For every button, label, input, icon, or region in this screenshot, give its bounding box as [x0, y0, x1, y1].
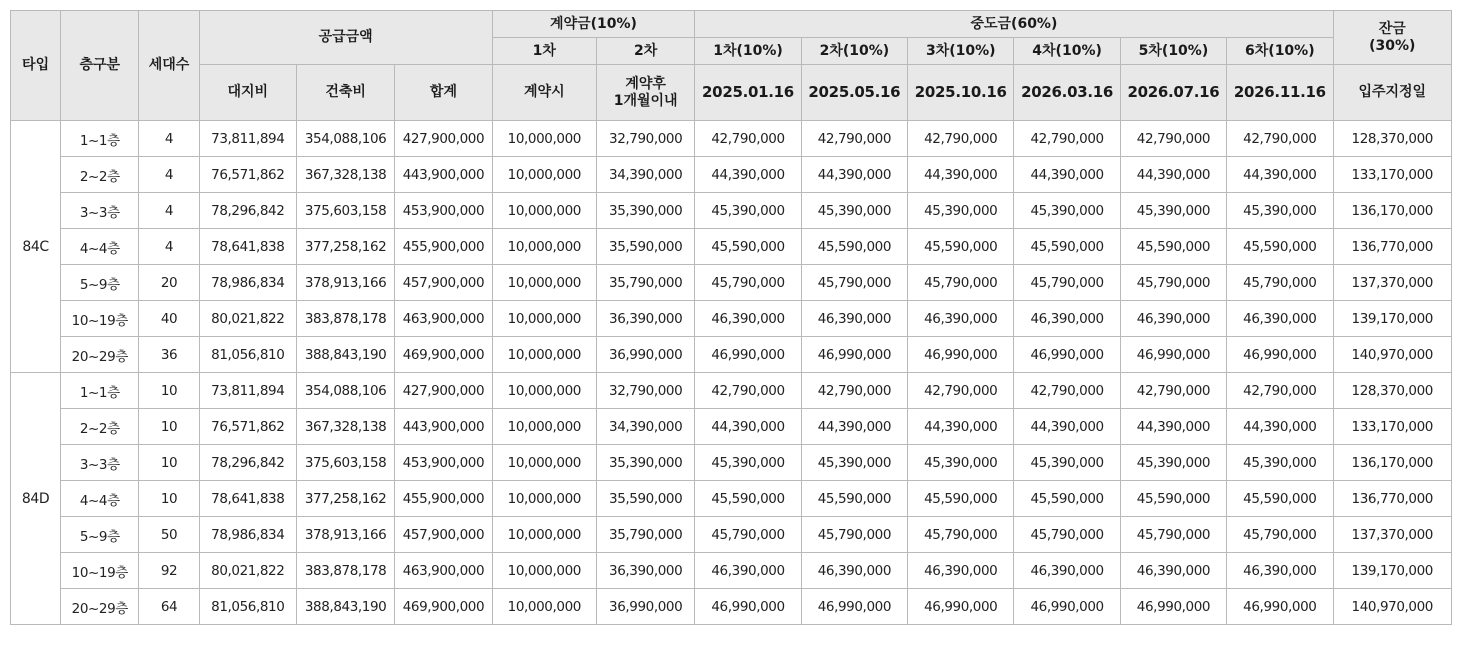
middle-1-cell: 46,390,000	[695, 301, 801, 337]
contract-2-cell: 36,390,000	[596, 301, 694, 337]
middle-2-cell: 44,390,000	[801, 409, 907, 445]
floor-cell: 5~9층	[61, 265, 139, 301]
units-cell: 10	[139, 445, 199, 481]
units-cell: 4	[139, 121, 199, 157]
land-cost-cell: 76,571,862	[199, 409, 296, 445]
middle-3-cell: 44,390,000	[908, 409, 1014, 445]
land-cost-cell: 78,296,842	[199, 193, 296, 229]
total-cell: 455,900,000	[395, 229, 492, 265]
middle-6-cell: 44,390,000	[1227, 157, 1333, 193]
floor-cell: 1~1층	[61, 373, 139, 409]
units-cell: 4	[139, 193, 199, 229]
balance-cell: 136,770,000	[1333, 229, 1451, 265]
header-middle-label-5: 5차(10%)	[1120, 38, 1226, 65]
header-type: 타입	[11, 11, 61, 121]
contract-2-cell: 36,990,000	[596, 589, 694, 625]
header-middle-label-1: 1차(10%)	[695, 38, 801, 65]
middle-5-cell: 46,990,000	[1120, 589, 1226, 625]
contract-1-cell: 10,000,000	[492, 157, 596, 193]
contract-2-cell: 36,990,000	[596, 337, 694, 373]
middle-2-cell: 45,390,000	[801, 445, 907, 481]
floor-cell: 20~29층	[61, 337, 139, 373]
header-contract-deposit: 계약금(10%)	[492, 11, 695, 38]
land-cost-cell: 80,021,822	[199, 553, 296, 589]
middle-2-cell: 42,790,000	[801, 373, 907, 409]
middle-6-cell: 46,390,000	[1227, 301, 1333, 337]
contract-2-cell: 35,590,000	[596, 481, 694, 517]
floor-cell: 4~4층	[61, 481, 139, 517]
middle-5-cell: 46,390,000	[1120, 301, 1226, 337]
middle-5-cell: 44,390,000	[1120, 157, 1226, 193]
middle-6-cell: 42,790,000	[1227, 373, 1333, 409]
building-cost-cell: 354,088,106	[296, 121, 394, 157]
middle-4-cell: 45,390,000	[1014, 193, 1120, 229]
land-cost-cell: 80,021,822	[199, 301, 296, 337]
total-cell: 455,900,000	[395, 481, 492, 517]
total-cell: 427,900,000	[395, 121, 492, 157]
middle-5-cell: 45,590,000	[1120, 481, 1226, 517]
middle-2-cell: 45,790,000	[801, 517, 907, 553]
units-cell: 92	[139, 553, 199, 589]
middle-6-cell: 45,390,000	[1227, 445, 1333, 481]
building-cost-cell: 378,913,166	[296, 265, 394, 301]
balance-cell: 136,170,000	[1333, 445, 1451, 481]
middle-6-cell: 44,390,000	[1227, 409, 1333, 445]
header-total: 합계	[395, 65, 492, 121]
building-cost-cell: 375,603,158	[296, 445, 394, 481]
contract-1-cell: 10,000,000	[492, 229, 596, 265]
header-supply-amount: 공급금액	[199, 11, 492, 65]
middle-1-cell: 45,390,000	[695, 445, 801, 481]
middle-4-cell: 44,390,000	[1014, 157, 1120, 193]
middle-5-cell: 46,990,000	[1120, 337, 1226, 373]
middle-3-cell: 45,790,000	[908, 265, 1014, 301]
header-middle-date-2: 2025.05.16	[801, 65, 907, 121]
middle-6-cell: 45,790,000	[1227, 265, 1333, 301]
building-cost-cell: 375,603,158	[296, 193, 394, 229]
middle-6-cell: 46,390,000	[1227, 553, 1333, 589]
middle-4-cell: 45,590,000	[1014, 229, 1120, 265]
middle-3-cell: 46,990,000	[908, 337, 1014, 373]
type-cell: 84C	[11, 121, 61, 373]
building-cost-cell: 383,878,178	[296, 301, 394, 337]
units-cell: 10	[139, 373, 199, 409]
units-cell: 4	[139, 157, 199, 193]
total-cell: 453,900,000	[395, 193, 492, 229]
contract-1-cell: 10,000,000	[492, 481, 596, 517]
header-middle-date-5: 2026.07.16	[1120, 65, 1226, 121]
middle-2-cell: 46,990,000	[801, 589, 907, 625]
table-row	[11, 373, 1452, 409]
middle-2-cell: 46,390,000	[801, 553, 907, 589]
table-row	[11, 121, 1452, 157]
floor-cell: 2~2층	[61, 409, 139, 445]
middle-1-cell: 46,990,000	[695, 589, 801, 625]
units-cell: 4	[139, 229, 199, 265]
middle-4-cell: 46,390,000	[1014, 553, 1120, 589]
middle-5-cell: 46,390,000	[1120, 553, 1226, 589]
balance-cell: 137,370,000	[1333, 265, 1451, 301]
table-row	[11, 517, 1452, 553]
table-row	[11, 589, 1452, 625]
middle-6-cell: 45,590,000	[1227, 481, 1333, 517]
middle-5-cell: 45,790,000	[1120, 265, 1226, 301]
units-cell: 50	[139, 517, 199, 553]
middle-6-cell: 42,790,000	[1227, 121, 1333, 157]
table-row	[11, 157, 1452, 193]
table-row	[11, 445, 1452, 481]
floor-cell: 4~4층	[61, 229, 139, 265]
contract-2-cell: 34,390,000	[596, 409, 694, 445]
balance-cell: 136,170,000	[1333, 193, 1451, 229]
units-cell: 64	[139, 589, 199, 625]
middle-1-cell: 46,990,000	[695, 337, 801, 373]
balance-cell: 137,370,000	[1333, 517, 1451, 553]
contract-2-cell: 35,590,000	[596, 229, 694, 265]
middle-2-cell: 45,590,000	[801, 481, 907, 517]
middle-3-cell: 46,390,000	[908, 553, 1014, 589]
floor-cell: 3~3층	[61, 445, 139, 481]
balance-cell: 128,370,000	[1333, 373, 1451, 409]
middle-3-cell: 45,590,000	[908, 481, 1014, 517]
middle-3-cell: 45,590,000	[908, 229, 1014, 265]
middle-6-cell: 45,790,000	[1227, 517, 1333, 553]
middle-2-cell: 42,790,000	[801, 121, 907, 157]
middle-2-cell: 45,790,000	[801, 265, 907, 301]
header-floor: 층구분	[61, 11, 139, 121]
building-cost-cell: 367,328,138	[296, 409, 394, 445]
land-cost-cell: 78,296,842	[199, 445, 296, 481]
middle-5-cell: 42,790,000	[1120, 373, 1226, 409]
header-middle-label-2: 2차(10%)	[801, 38, 907, 65]
total-cell: 469,900,000	[395, 337, 492, 373]
building-cost-cell: 377,258,162	[296, 481, 394, 517]
contract-2-cell: 35,390,000	[596, 445, 694, 481]
units-cell: 10	[139, 409, 199, 445]
contract-2-cell: 34,390,000	[596, 157, 694, 193]
units-cell: 36	[139, 337, 199, 373]
building-cost-cell: 367,328,138	[296, 157, 394, 193]
middle-1-cell: 46,390,000	[695, 553, 801, 589]
contract-1-cell: 10,000,000	[492, 337, 596, 373]
total-cell: 443,900,000	[395, 409, 492, 445]
middle-6-cell: 46,990,000	[1227, 337, 1333, 373]
contract-2-cell: 35,790,000	[596, 265, 694, 301]
middle-1-cell: 45,590,000	[695, 481, 801, 517]
land-cost-cell: 73,811,894	[199, 373, 296, 409]
header-middle-date-3: 2025.10.16	[908, 65, 1014, 121]
balance-cell: 139,170,000	[1333, 553, 1451, 589]
table-body	[11, 121, 1452, 625]
balance-cell: 136,770,000	[1333, 481, 1451, 517]
contract-1-cell: 10,000,000	[492, 517, 596, 553]
middle-4-cell: 46,390,000	[1014, 301, 1120, 337]
middle-5-cell: 45,590,000	[1120, 229, 1226, 265]
contract-1-cell: 10,000,000	[492, 553, 596, 589]
middle-4-cell: 44,390,000	[1014, 409, 1120, 445]
header-middle-date-4: 2026.03.16	[1014, 65, 1120, 121]
middle-4-cell: 45,390,000	[1014, 445, 1120, 481]
middle-4-cell: 46,990,000	[1014, 337, 1120, 373]
supply-price-table	[10, 10, 1452, 625]
land-cost-cell: 76,571,862	[199, 157, 296, 193]
middle-4-cell: 46,990,000	[1014, 589, 1120, 625]
building-cost-cell: 377,258,162	[296, 229, 394, 265]
middle-3-cell: 42,790,000	[908, 121, 1014, 157]
header-contract-2: 2차	[596, 38, 694, 65]
floor-cell: 3~3층	[61, 193, 139, 229]
middle-4-cell: 42,790,000	[1014, 373, 1120, 409]
middle-6-cell: 46,990,000	[1227, 589, 1333, 625]
table-row	[11, 337, 1452, 373]
header-middle-date-6: 2026.11.16	[1227, 65, 1333, 121]
header-balance-when: 입주지정일	[1333, 65, 1451, 121]
units-cell: 20	[139, 265, 199, 301]
middle-6-cell: 45,590,000	[1227, 229, 1333, 265]
floor-cell: 1~1층	[61, 121, 139, 157]
middle-5-cell: 45,390,000	[1120, 445, 1226, 481]
building-cost-cell: 378,913,166	[296, 517, 394, 553]
header-middle-payment: 중도금(60%)	[695, 11, 1333, 38]
contract-1-cell: 10,000,000	[492, 409, 596, 445]
building-cost-cell: 383,878,178	[296, 553, 394, 589]
middle-4-cell: 45,790,000	[1014, 517, 1120, 553]
header-middle-label-4: 4차(10%)	[1014, 38, 1120, 65]
total-cell: 463,900,000	[395, 553, 492, 589]
contract-1-cell: 10,000,000	[492, 121, 596, 157]
balance-cell: 133,170,000	[1333, 157, 1451, 193]
land-cost-cell: 78,641,838	[199, 229, 296, 265]
contract-2-cell: 32,790,000	[596, 373, 694, 409]
header-contract-2-when-line2: 1개월이내	[613, 92, 678, 109]
middle-1-cell: 45,790,000	[695, 265, 801, 301]
middle-2-cell: 46,990,000	[801, 337, 907, 373]
total-cell: 469,900,000	[395, 589, 492, 625]
header-contract-1: 1차	[492, 38, 596, 65]
contract-1-cell: 10,000,000	[492, 265, 596, 301]
middle-1-cell: 45,590,000	[695, 229, 801, 265]
middle-5-cell: 45,390,000	[1120, 193, 1226, 229]
header-balance-line2: (30%)	[1369, 37, 1416, 54]
balance-cell: 133,170,000	[1333, 409, 1451, 445]
table-row	[11, 409, 1452, 445]
header-balance	[1333, 11, 1451, 65]
middle-1-cell: 42,790,000	[695, 373, 801, 409]
middle-1-cell: 42,790,000	[695, 121, 801, 157]
header-contract-2-when-line1: 계약후	[625, 75, 666, 92]
total-cell: 427,900,000	[395, 373, 492, 409]
floor-cell: 5~9층	[61, 517, 139, 553]
middle-3-cell: 45,390,000	[908, 193, 1014, 229]
floor-cell: 10~19층	[61, 553, 139, 589]
middle-3-cell: 44,390,000	[908, 157, 1014, 193]
land-cost-cell: 81,056,810	[199, 589, 296, 625]
contract-1-cell: 10,000,000	[492, 301, 596, 337]
units-cell: 40	[139, 301, 199, 337]
header-contract-2-when	[596, 65, 694, 121]
table-row	[11, 301, 1452, 337]
table-row	[11, 193, 1452, 229]
contract-2-cell: 35,790,000	[596, 517, 694, 553]
total-cell: 443,900,000	[395, 157, 492, 193]
land-cost-cell: 81,056,810	[199, 337, 296, 373]
land-cost-cell: 78,986,834	[199, 517, 296, 553]
middle-5-cell: 42,790,000	[1120, 121, 1226, 157]
middle-1-cell: 44,390,000	[695, 157, 801, 193]
contract-1-cell: 10,000,000	[492, 373, 596, 409]
floor-cell: 10~19층	[61, 301, 139, 337]
total-cell: 457,900,000	[395, 517, 492, 553]
table-row	[11, 481, 1452, 517]
balance-cell: 128,370,000	[1333, 121, 1451, 157]
middle-1-cell: 45,790,000	[695, 517, 801, 553]
land-cost-cell: 78,641,838	[199, 481, 296, 517]
middle-3-cell: 45,790,000	[908, 517, 1014, 553]
middle-1-cell: 45,390,000	[695, 193, 801, 229]
middle-2-cell: 44,390,000	[801, 157, 907, 193]
balance-cell: 139,170,000	[1333, 301, 1451, 337]
building-cost-cell: 354,088,106	[296, 373, 394, 409]
table-row	[11, 229, 1452, 265]
middle-2-cell: 45,390,000	[801, 193, 907, 229]
header-balance-line1: 잔금	[1378, 20, 1406, 37]
contract-2-cell: 35,390,000	[596, 193, 694, 229]
land-cost-cell: 78,986,834	[199, 265, 296, 301]
middle-6-cell: 45,390,000	[1227, 193, 1333, 229]
middle-3-cell: 46,990,000	[908, 589, 1014, 625]
header-middle-label-6: 6차(10%)	[1227, 38, 1333, 65]
middle-1-cell: 44,390,000	[695, 409, 801, 445]
middle-3-cell: 46,390,000	[908, 301, 1014, 337]
contract-1-cell: 10,000,000	[492, 445, 596, 481]
total-cell: 463,900,000	[395, 301, 492, 337]
header-building-cost: 건축비	[296, 65, 394, 121]
type-cell: 84D	[11, 373, 61, 625]
middle-3-cell: 42,790,000	[908, 373, 1014, 409]
contract-1-cell: 10,000,000	[492, 193, 596, 229]
units-cell: 10	[139, 481, 199, 517]
price-table-container	[10, 10, 1452, 625]
total-cell: 453,900,000	[395, 445, 492, 481]
middle-5-cell: 45,790,000	[1120, 517, 1226, 553]
table-row	[11, 265, 1452, 301]
building-cost-cell: 388,843,190	[296, 337, 394, 373]
building-cost-cell: 388,843,190	[296, 589, 394, 625]
middle-2-cell: 45,590,000	[801, 229, 907, 265]
middle-5-cell: 44,390,000	[1120, 409, 1226, 445]
header-units: 세대수	[139, 11, 199, 121]
header-middle-label-3: 3차(10%)	[908, 38, 1014, 65]
balance-cell: 140,970,000	[1333, 589, 1451, 625]
middle-3-cell: 45,390,000	[908, 445, 1014, 481]
contract-2-cell: 32,790,000	[596, 121, 694, 157]
floor-cell: 2~2층	[61, 157, 139, 193]
middle-2-cell: 46,390,000	[801, 301, 907, 337]
floor-cell: 20~29층	[61, 589, 139, 625]
balance-cell: 140,970,000	[1333, 337, 1451, 373]
total-cell: 457,900,000	[395, 265, 492, 301]
table-row	[11, 553, 1452, 589]
middle-4-cell: 42,790,000	[1014, 121, 1120, 157]
table-header	[11, 11, 1452, 121]
middle-4-cell: 45,790,000	[1014, 265, 1120, 301]
land-cost-cell: 73,811,894	[199, 121, 296, 157]
header-middle-date-1: 2025.01.16	[695, 65, 801, 121]
contract-2-cell: 36,390,000	[596, 553, 694, 589]
header-contract-1-when: 계약시	[492, 65, 596, 121]
header-land-cost: 대지비	[199, 65, 296, 121]
contract-1-cell: 10,000,000	[492, 589, 596, 625]
middle-4-cell: 45,590,000	[1014, 481, 1120, 517]
